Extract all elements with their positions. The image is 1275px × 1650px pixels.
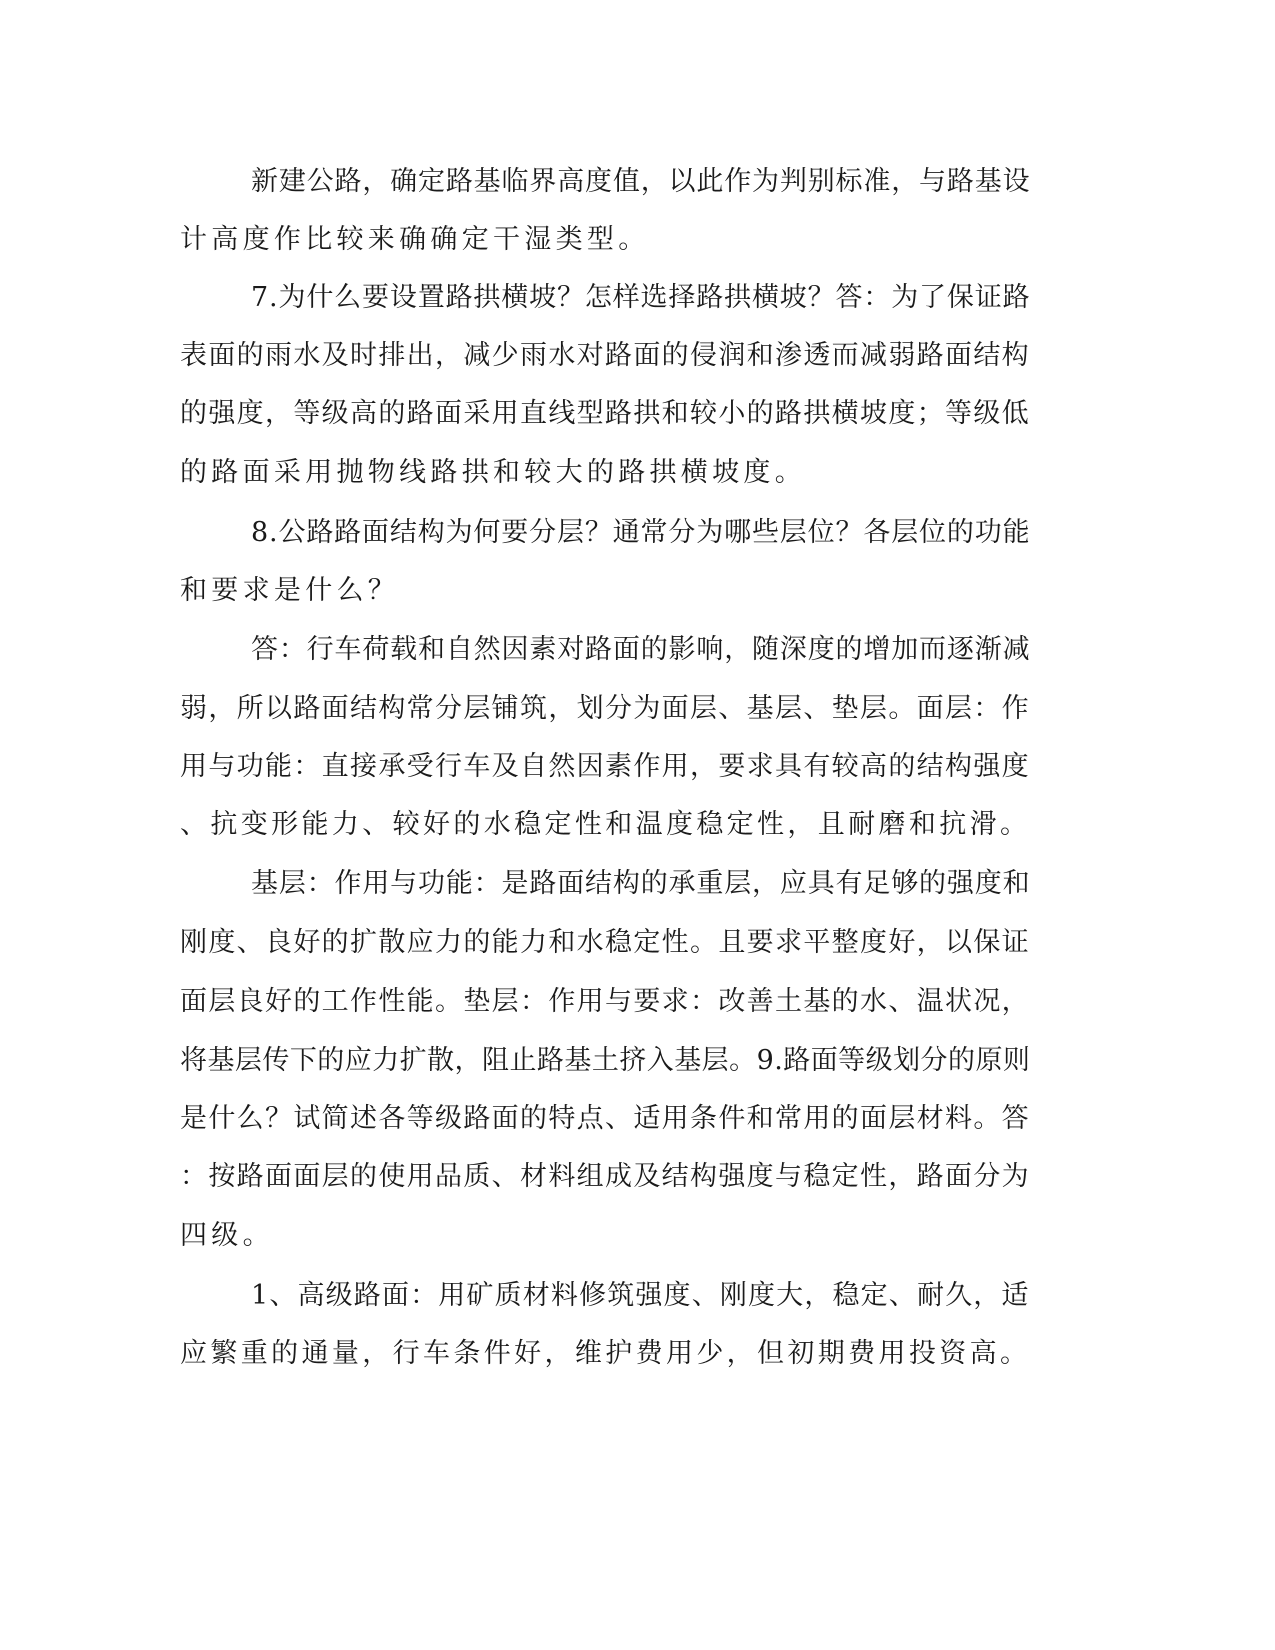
- text-line: 7.为什么要设置路拱横坡？怎样选择路拱横坡？答：为了保证路: [251, 282, 1031, 313]
- text-line: 四级。: [180, 1220, 274, 1251]
- text-line: 和要求是什么？: [180, 575, 400, 606]
- text-line: 面层良好的工作性能。垫层：作用与要求：改善土基的水、温状况，: [180, 986, 1030, 1017]
- text-line: 弱，所以路面结构常分层铺筑，划分为面层、基层、垫层。面层：作: [180, 693, 1030, 724]
- text-line: 基层：作用与功能：是路面结构的承重层，应具有足够的强度和: [251, 868, 1031, 899]
- text-line: 计高度作比较来确确定干湿类型。: [180, 224, 650, 255]
- text-line: 、抗变形能力、较好的水稳定性和温度稳定性，且耐磨和抗滑。: [180, 809, 1031, 840]
- text-line: 将基层传下的应力扩散，阻止路基土挤入基层。9.路面等级划分的原则: [180, 1045, 1031, 1076]
- text-line: ：按路面面层的使用品质、材料组成及结构强度与稳定性，路面分为: [180, 1161, 1030, 1192]
- text-line: 8.公路路面结构为何要分层？通常分为哪些层位？各层位的功能: [251, 517, 1031, 548]
- text-line: 用与功能：直接承受行车及自然因素作用，要求具有较高的结构强度: [180, 751, 1030, 782]
- text-line: 刚度、良好的扩散应力的能力和水稳定性。且要求平整度好，以保证: [180, 927, 1030, 958]
- text-line: 应繁重的通量，行车条件好，维护费用少，但初期费用投资高。: [180, 1338, 1031, 1369]
- text-line: 是什么？试简述各等级路面的特点、适用条件和常用的面层材料。答: [180, 1103, 1030, 1134]
- text-line: 的强度，等级高的路面采用直线型路拱和较小的路拱横坡度；等级低: [180, 398, 1030, 429]
- text-line: 新建公路，确定路基临界高度值，以此作为判别标准，与路基设: [251, 166, 1031, 197]
- text-line: 的路面采用抛物线路拱和较大的路拱横坡度。: [180, 457, 806, 488]
- text-line: 1、高级路面：用矿质材料修筑强度、刚度大，稳定、耐久，适: [251, 1280, 1030, 1311]
- text-line: 表面的雨水及时排出，减少雨水对路面的侵润和渗透而减弱路面结构: [180, 340, 1030, 371]
- text-line: 答：行车荷载和自然因素对路面的影响，随深度的增加而逐渐减: [251, 634, 1031, 665]
